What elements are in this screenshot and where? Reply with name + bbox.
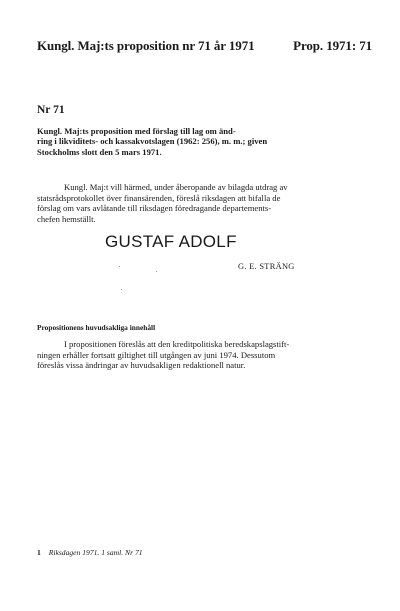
summary-line: föreslås vissa ändringar av huvudsakligen redaktionell natur. xyxy=(37,360,246,371)
summary-paragraph xyxy=(37,339,367,371)
header-left: Kungl. Maj:ts proposition nr 71 år 1971 xyxy=(37,38,255,53)
intro-paragraph xyxy=(37,182,367,224)
title-line: Stockholms slott den 5 mars 1971. xyxy=(37,146,162,157)
countersignature: G. E. STRÄNG xyxy=(238,262,295,271)
intro-line: förslag om vars avlåtande till riksdagen föredragande departements- xyxy=(37,203,272,214)
proposition-number: Nr 71 xyxy=(37,104,65,116)
scan-speck xyxy=(119,266,120,267)
proposition-title xyxy=(37,126,372,157)
summary-line: I propositionen föreslås att den kreditpolitiska beredskapslagstift- xyxy=(64,339,290,349)
scan-speck xyxy=(156,271,157,272)
intro-line: statsrådsprotokollet över finansärenden, föreslå riksdagen att bifalla de xyxy=(37,192,281,203)
summary-line: ningen erhåller fortsatt giltighet till utgången av juni 1974. Dessutom xyxy=(37,349,276,360)
section-title: Propositionens huvudsakliga innehåll xyxy=(37,323,156,332)
royal-signature: GUSTAF ADOLF xyxy=(105,232,237,251)
title-line: ring i likviditets- och kassakvotslagen (1962: 256), m. m.; given xyxy=(37,136,268,147)
footer-source: Riksdagen 1971. 1 saml. Nr 71 xyxy=(48,548,143,557)
header-right: Prop. 1971: 71 xyxy=(293,38,372,53)
scan-speck xyxy=(121,289,122,290)
footer-page-number: 1 xyxy=(37,548,41,557)
page-footer xyxy=(37,548,143,557)
intro-line: chefen hemställt. xyxy=(37,213,96,224)
title-line: Kungl. Maj:ts proposition med förslag till lag om änd- xyxy=(37,126,236,136)
intro-line: Kungl. Maj:t vill härmed, under åberopande av bilagda utdrag av xyxy=(64,182,288,192)
